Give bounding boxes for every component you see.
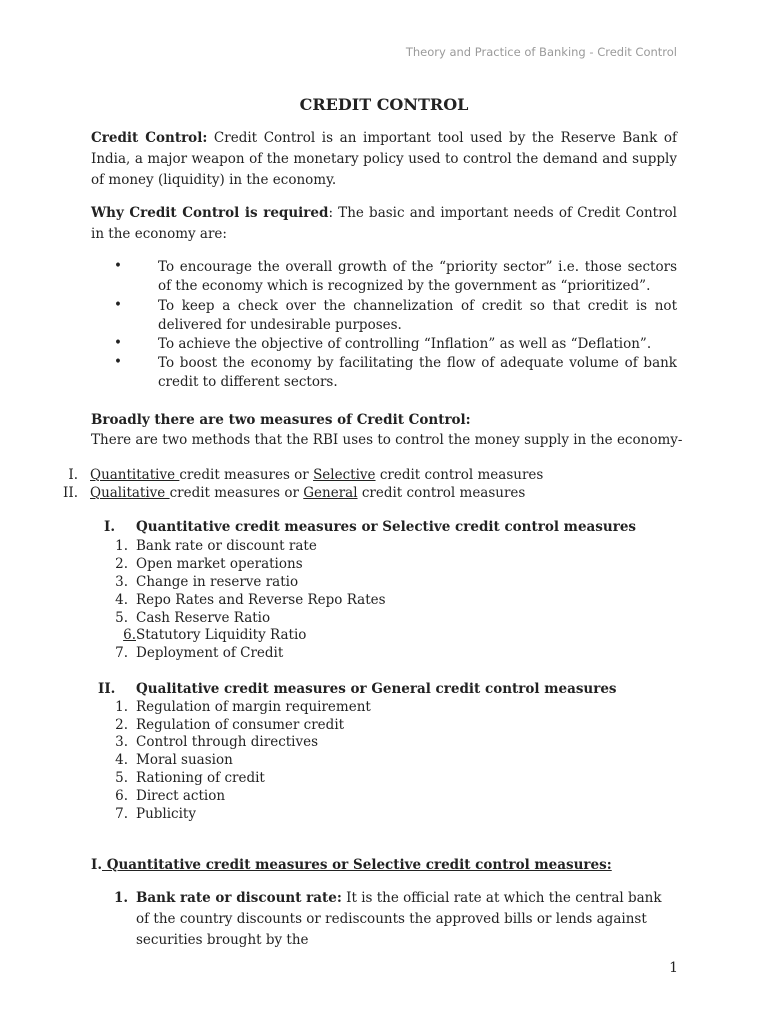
list-item: Regulation of margin requirement xyxy=(136,699,371,715)
detail-item xyxy=(136,888,677,951)
bullet-item: To keep a check over the channelization of credit so that credit is not delivered for undesirable purposes. xyxy=(158,298,677,333)
list-item: Control through directives xyxy=(136,734,319,750)
list-item: Deployment of Credit xyxy=(136,645,284,661)
list-number: 3. xyxy=(115,734,128,750)
bullet-icon: • xyxy=(114,258,122,274)
method-text: credit measures or xyxy=(179,467,314,483)
bullet-item: To achieve the objective of controlling “Inflation” as well as “Deflation”. xyxy=(158,336,652,352)
list-number: 7. xyxy=(115,806,128,822)
method-number: II. xyxy=(63,485,78,501)
list-item: Regulation of consumer credit xyxy=(136,717,345,733)
method-item xyxy=(90,467,543,483)
section-number: I. xyxy=(104,519,116,535)
why-text: : The basic and important needs of Credit Control in the economy are: xyxy=(91,205,677,242)
list-item: Statutory Liquidity Ratio xyxy=(136,627,307,643)
list-number: 7. xyxy=(115,645,128,661)
list-number: 5. xyxy=(115,770,128,786)
method-term: Qualitative xyxy=(90,485,170,501)
method-number: I. xyxy=(68,467,78,483)
list-item: Direct action xyxy=(136,788,226,804)
section-heading: Quantitative credit measures or Selective credit control measures xyxy=(136,519,637,535)
bullet-item: To encourage the overall growth of the “priority sector” i.e. those sectors of the economy which is recognized by the government as “prioritized”. xyxy=(158,259,677,294)
definition-paragraph xyxy=(91,128,677,191)
list-number: 4. xyxy=(115,752,128,768)
list-number: 1. xyxy=(115,538,128,554)
method-term: Selective xyxy=(313,467,376,483)
list-item: Change in reserve ratio xyxy=(136,574,299,590)
list-number: 2. xyxy=(115,717,128,733)
why-label: Why Credit Control is required xyxy=(91,205,329,221)
detail-item-number: 1. xyxy=(114,890,129,906)
broadly-heading: Broadly there are two measures of Credit Control: xyxy=(91,412,471,428)
list-number: 6. xyxy=(123,627,136,643)
method-term: Quantitative xyxy=(90,467,180,483)
list-number: 4. xyxy=(115,592,128,608)
section-heading: Qualitative credit measures or General credit control measures xyxy=(136,681,617,697)
bullet-item: To boost the economy by facilitating the flow of adequate volume of bank credit to different sectors. xyxy=(158,355,677,390)
method-term: General xyxy=(303,485,358,501)
detail-heading-text: Quantitative credit measures or Selective credit control measures: xyxy=(102,857,612,873)
section-number: II. xyxy=(98,681,116,697)
list-item: Rationing of credit xyxy=(136,770,265,786)
detail-item-label: Bank rate or discount rate: xyxy=(136,890,342,906)
list-item: Open market operations xyxy=(136,556,303,572)
list-number: 3. xyxy=(115,574,128,590)
detail-prefix: I. xyxy=(91,857,103,873)
broadly-text: There are two methods that the RBI uses to control the money supply in the economy- xyxy=(91,432,683,448)
list-item: Publicity xyxy=(136,806,196,822)
detail-heading xyxy=(91,857,612,873)
why-paragraph xyxy=(91,203,677,245)
method-text: credit control measures xyxy=(375,467,544,483)
list-number: 2. xyxy=(115,556,128,572)
list-item: Cash Reserve Ratio xyxy=(136,610,271,626)
list-item: Moral suasion xyxy=(136,752,233,768)
definition-label: Credit Control: xyxy=(91,130,208,146)
page-number: 1 xyxy=(669,960,678,976)
list-number: 1. xyxy=(115,699,128,715)
list-number: 5. xyxy=(115,610,128,626)
method-text: credit measures or xyxy=(169,485,304,501)
list-item: Bank rate or discount rate xyxy=(136,538,317,554)
detail-item-text: It is the official rate at which the central bank of the country discounts or rediscounts the approved bills or lends against securities brought by the xyxy=(136,890,662,948)
list-number: 6. xyxy=(115,788,128,804)
bullet-icon: • xyxy=(114,335,122,351)
method-item xyxy=(90,485,525,501)
running-header: Theory and Practice of Banking - Credit Control xyxy=(405,45,677,59)
bullet-icon: • xyxy=(114,354,122,370)
method-text: credit control measures xyxy=(357,485,526,501)
page-title: CREDIT CONTROL xyxy=(299,95,469,114)
list-item: Repo Rates and Reverse Repo Rates xyxy=(136,592,386,608)
definition-text: Credit Control is an important tool used by the Reserve Bank of India, a major weapon of the monetary policy used to control the demand and supply of money (liquidity) in the economy. xyxy=(91,130,677,188)
bullet-icon: • xyxy=(114,297,122,313)
